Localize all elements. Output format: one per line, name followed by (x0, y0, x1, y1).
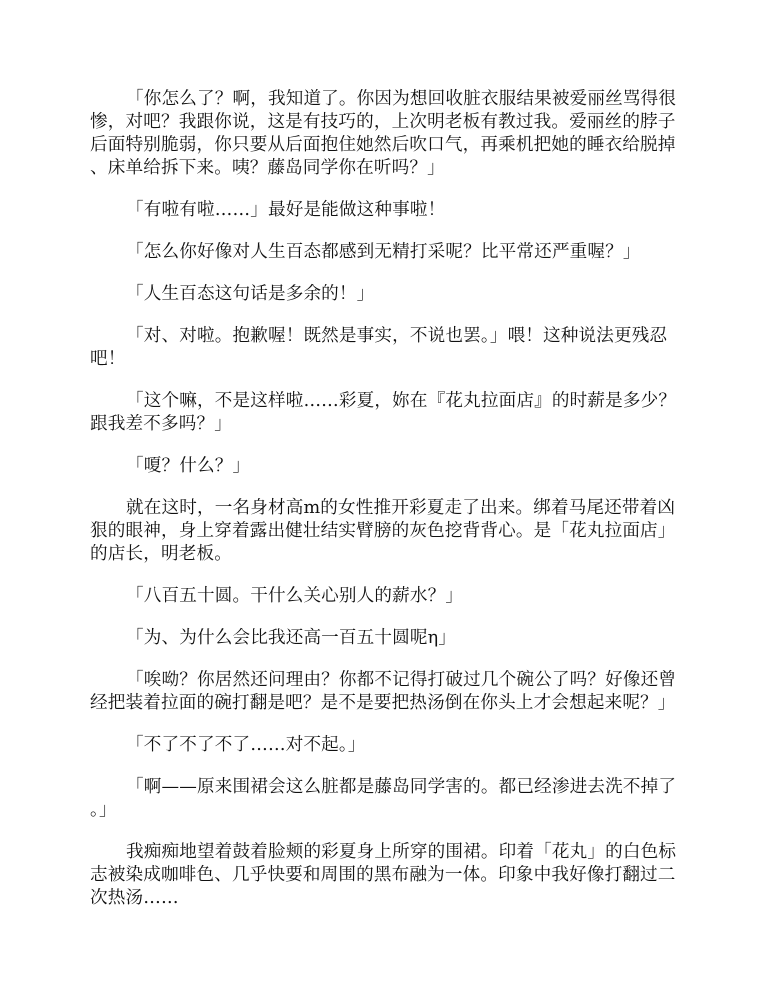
paragraph: 「怎么你好像对人生百态都感到无精打采呢？比平常还严重喔？」 (126, 242, 641, 262)
paragraph: 就在这时，一名身材高m的女性推开彩夏走了出来。绑着马尾还带着凶狠的眼神，身上穿着露出健壮结实臂膀的灰色挖背背心。是「花丸拉面店」的店长，明老板。 (90, 498, 676, 564)
paragraph: 「人生百态这句话是多余的！」 (126, 284, 375, 304)
paragraph: 「对、对啦。抱歉喔！既然是事实，不说也罢。」喂！这种说法更残忍吧！ (90, 326, 668, 369)
paragraph: 「啊——原来围裙会这么脏都是藤岛同学害的。都已经渗进去洗不掉了。」 (90, 777, 677, 820)
paragraph: 「为、为什么会比我还高一百五十圆呢η」 (126, 628, 457, 648)
paragraph: 「这个嘛，不是这样啦……彩夏，妳在『花丸拉面店』的时薪是多少？跟我差不多吗？」 (90, 391, 677, 434)
paragraph: 「有啦有啦……」最好是能做这种事啦！ (126, 200, 446, 220)
paragraph: 「八百五十圆。干什么关心别人的薪水？」 (126, 586, 464, 606)
paragraph: 「嗄？什么？」 (126, 456, 251, 476)
paragraph: 「唉呦？你居然还问理由？你都不记得打破过几个碗公了吗？好像还曾经把装着拉面的碗打翻是吧？是不是要把热汤倒在你头上才会想起来呢？」 (90, 670, 677, 713)
document-page (90, 88, 680, 910)
paragraph: 「你怎么了？啊，我知道了。你因为想回收脏衣服结果被爱丽丝骂得很惨，对吧？我跟你说，这是有技巧的，上次明老板有教过我。爱丽丝的脖子后面特别脆弱，你只要从后面抱住她然后吹口气，再乘机把她的睡衣给脱掉、床单给拆下来。咦？藤岛同学你在听吗？」 (90, 89, 677, 178)
paragraph: 「不了不了不了……对不起。」 (126, 735, 366, 755)
paragraph: 我痴痴地望着鼓着脸颊的彩夏身上所穿的围裙。印着「花丸」的白色标志被染成咖啡色、几乎快要和周围的黑布融为一体。印象中我好像打翻过二次热汤…… (90, 842, 677, 908)
